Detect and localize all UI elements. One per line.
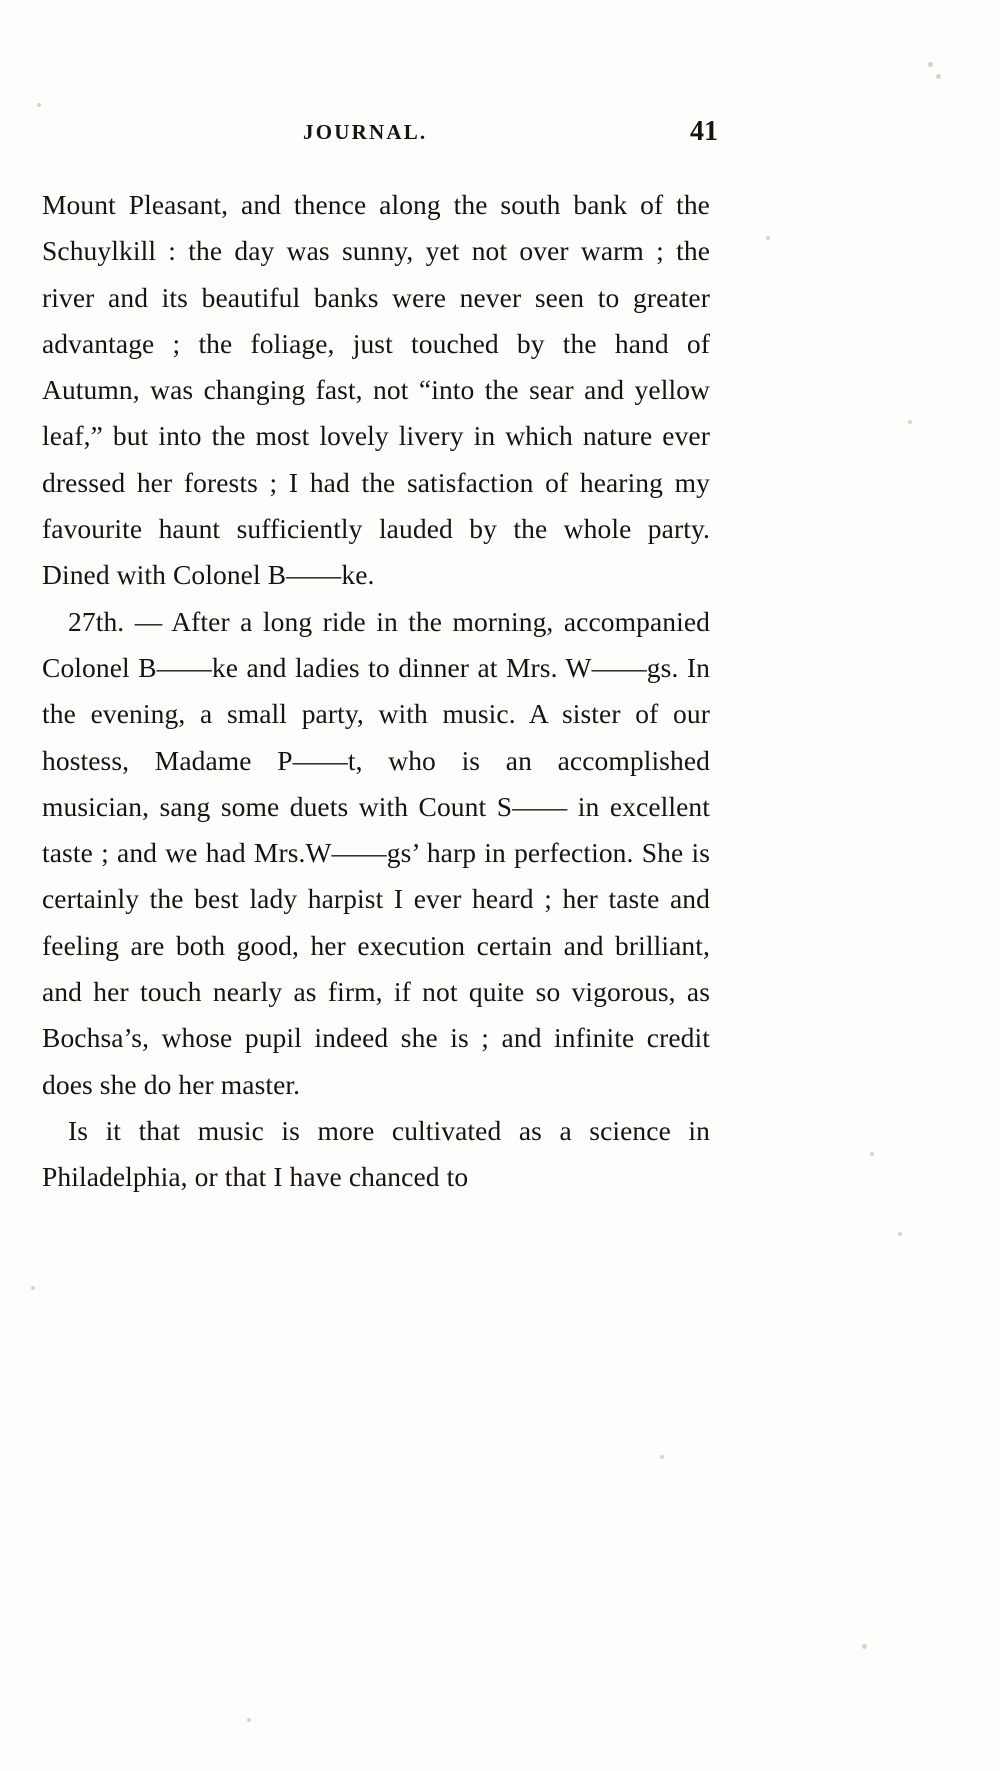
page-number: 41 (690, 116, 718, 147)
paragraph: 27th. — After a long ride in the morning, accompanied Colonel B——ke and ladies to dinner at Mrs. W——gs. In the evening, a small party, with music. A sister of our hostess, Madame P——t, who is an accomplished musician, sang some duets with Count S—— in excellent taste ; and we had Mrs.W——gs’ harp in perfection. She is certainly the best lady harpist I ever heard ; her taste and feeling are both good, her execution certain and brilliant, and her touch nearly as firm, if not quite so vigorous, as Bochsa’s, whose pupil indeed she is ; and infinite credit does she do her master. (42, 605, 710, 1100)
paragraph: Is it that music is more cultivated as a science in Philadelphia, or that I have chanced to (42, 1114, 710, 1193)
paper-speck (898, 1232, 902, 1236)
paper-speck (928, 62, 933, 67)
paragraph: Mount Pleasant, and thence along the south bank of the Schuylkill : the day was sunny, yet not over warm ; the river and its beautiful banks were never seen to greater advantage ; the foliage, just touched by the hand of Autumn, was changing fast, not “into the sear and yellow leaf,” but into the most lovely livery in which nature ever dressed her forests ; I had the satisfaction of hearing my favourite haunt sufficiently lauded by the whole party. Dined with Colonel B——ke. (42, 189, 710, 591)
paper-speck (766, 236, 770, 240)
paper-speck (37, 103, 41, 107)
paper-speck (31, 1286, 35, 1290)
page-body (42, 182, 710, 1201)
paper-speck (247, 1718, 251, 1722)
paper-speck (862, 1644, 867, 1649)
paper-speck (660, 1455, 664, 1459)
page-header (48, 116, 718, 156)
running-title: JOURNAL. (303, 120, 428, 144)
paper-speck (936, 74, 941, 79)
paper-speck (908, 420, 912, 424)
paper-speck (870, 1152, 874, 1156)
